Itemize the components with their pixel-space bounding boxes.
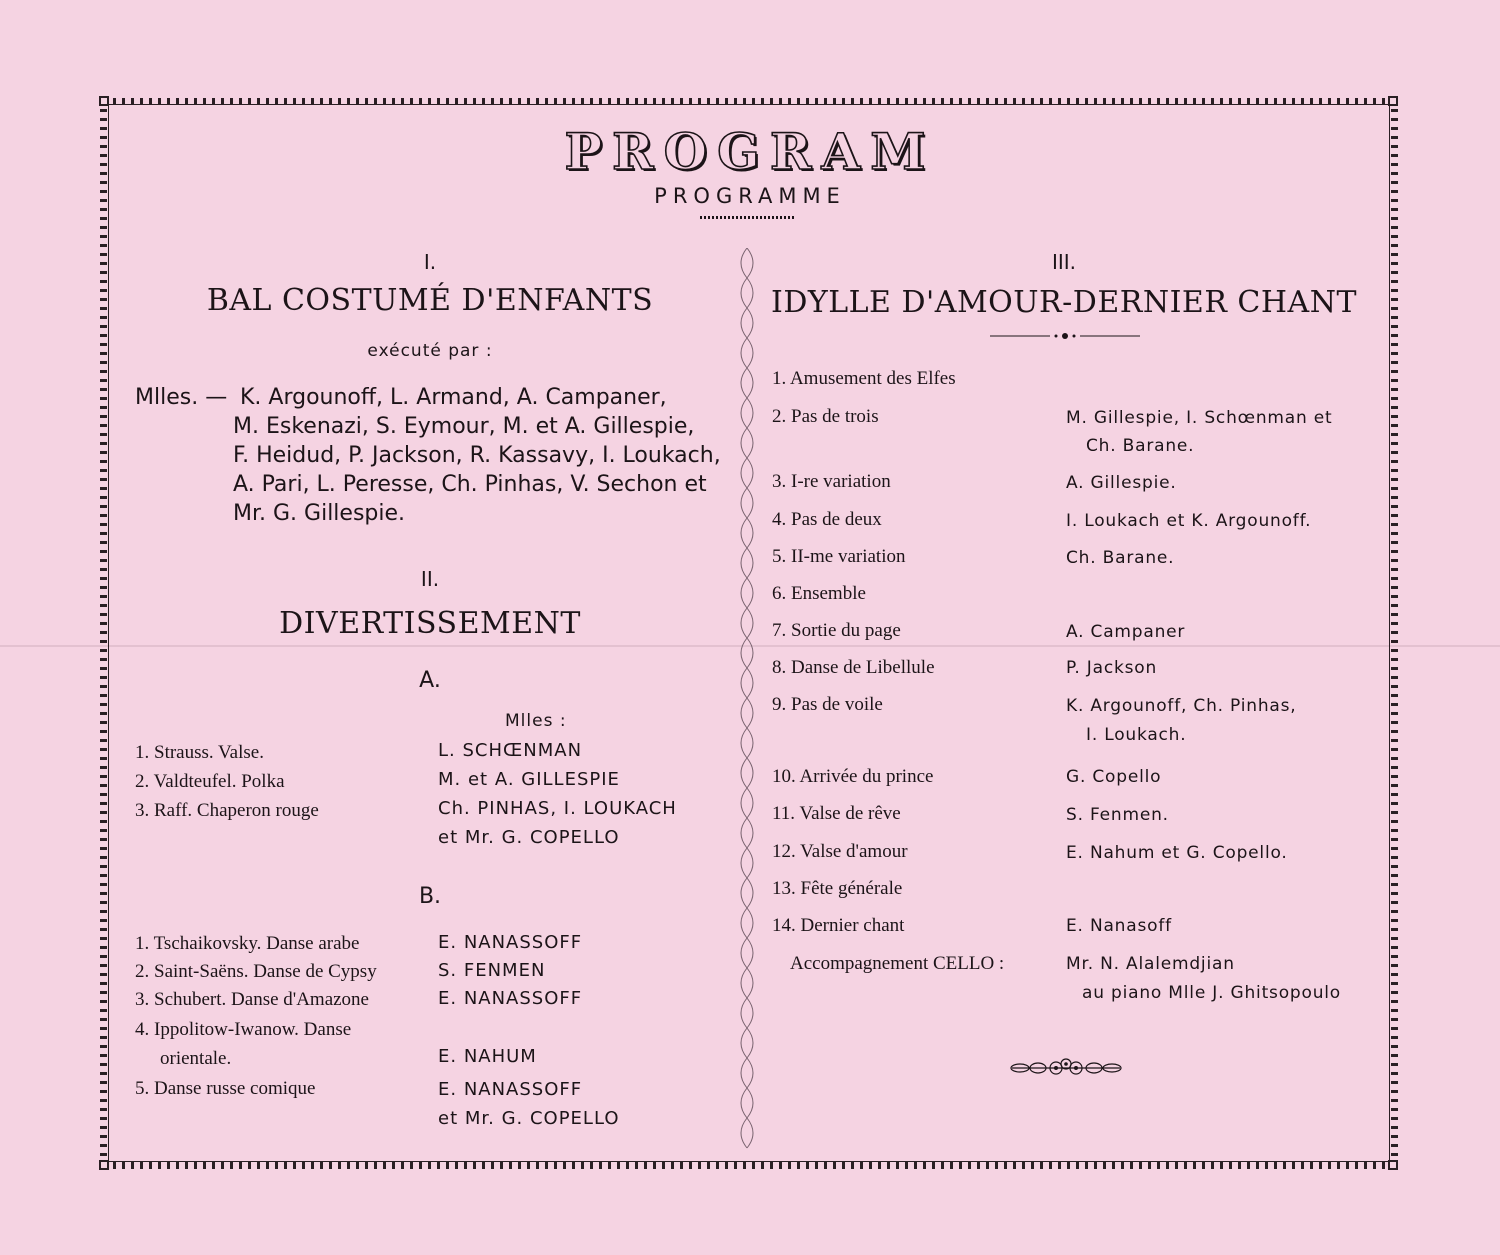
part3-piece: 4. Pas de deux	[772, 509, 882, 530]
part3-performer: G. Copello	[1066, 767, 1162, 787]
section-a-performer: M. et A. GILLESPIE	[438, 769, 620, 790]
part1-title: BAL COSTUMÉ D'ENFANTS	[206, 283, 654, 318]
part3-piece: 8. Danse de Libellule	[772, 657, 935, 678]
part3-piece: 5. II-me variation	[772, 546, 906, 567]
section-b-piece: orientale.	[160, 1048, 232, 1069]
floral-ornament-icon	[1010, 1055, 1122, 1081]
section-a-extra-performer: et Mr. G. COPELLO	[438, 827, 620, 848]
part3-number: III.	[1051, 250, 1077, 274]
part1-cast-line: A. Pari, L. Peresse, Ch. Pinhas, V. Sechon et	[233, 472, 707, 497]
section-a-piece: 1. Strauss. Valse.	[135, 742, 264, 763]
part3-performer: S. Fenmen.	[1066, 805, 1169, 825]
page-subtitle: PROGRAMME	[654, 184, 846, 208]
part3-piece: 12. Valse d'amour	[772, 841, 908, 862]
corner-ornament	[1388, 1160, 1398, 1170]
part3-piece: 10. Arrivée du prince	[772, 766, 934, 787]
corner-ornament	[99, 96, 109, 106]
section-a-label: A.	[419, 668, 441, 693]
part3-piece: 9. Pas de voile	[772, 694, 883, 715]
accompaniment-cello: Mr. N. Alalemdjian	[1066, 954, 1235, 974]
section-b-piece: 2. Saint-Saëns. Danse de Cypsy	[135, 961, 377, 982]
part1-prefix: Mlles. —	[135, 385, 228, 410]
part3-piece: 2. Pas de trois	[772, 406, 879, 427]
column-divider	[738, 248, 756, 1158]
part1-cast-line: K. Argounoff, L. Armand, A. Campaner,	[240, 385, 667, 410]
section-a-piece: 2. Valdteufel. Polka	[135, 771, 285, 792]
part3-title: IDYLLE D'AMOUR-DERNIER CHANT	[771, 285, 1357, 320]
corner-ornament	[99, 1160, 109, 1170]
section-b-performer: E. NANASSOFF	[438, 988, 583, 1009]
part3-performer-cont: Ch. Barane.	[1086, 436, 1195, 456]
part3-piece: 1. Amusement des Elfes	[772, 368, 956, 389]
part1-performed-by: exécuté par :	[367, 341, 493, 361]
part3-performer: E. Nanasoff	[1066, 916, 1172, 936]
title-underline	[700, 216, 796, 219]
section-b-piece: 3. Schubert. Danse d'Amazone	[135, 989, 369, 1010]
section-b-piece: 4. Ippolitow-Iwanow. Danse	[135, 1019, 352, 1040]
part1-cast-line: M. Eskenazi, S. Eymour, M. et A. Gillespie,	[233, 414, 695, 439]
section-b-performer: E. NANASSOFF	[438, 932, 583, 953]
part3-performer: P. Jackson	[1066, 658, 1158, 678]
section-b-extra-performer: et Mr. G. COPELLO	[438, 1108, 620, 1129]
border-right	[1391, 100, 1398, 1166]
part1-cast-line: Mr. G. Gillespie.	[233, 501, 406, 526]
section-a-piece: 3. Raff. Chaperon rouge	[135, 800, 319, 821]
section-a-performers-heading: Mlles :	[505, 711, 567, 731]
part3-piece: 11. Valse de rêve	[772, 803, 901, 824]
section-b-piece: 1. Tschaikovsky. Danse arabe	[135, 933, 360, 954]
section-a-performer: Ch. PINHAS, I. LOUKACH	[438, 798, 677, 819]
section-a-performer: L. SCHŒNMAN	[438, 740, 583, 761]
accompaniment-label: Accompagnement CELLO :	[790, 953, 1005, 974]
border-bottom	[104, 1162, 1394, 1169]
part3-performer: Ch. Barane.	[1066, 548, 1175, 568]
section-b-performer: E. NANASSOFF	[438, 1079, 583, 1100]
part3-piece: 14. Dernier chant	[772, 915, 905, 936]
part2-title: DIVERTISSEMENT	[279, 606, 581, 641]
part3-ornament	[990, 330, 1140, 342]
section-b-performer: S. FENMEN	[438, 960, 546, 981]
part2-number: II.	[420, 567, 440, 591]
part3-performer-cont: I. Loukach.	[1086, 725, 1187, 745]
part3-performer: E. Nahum et G. Copello.	[1066, 843, 1288, 863]
border-left	[100, 100, 107, 1166]
part3-performer: I. Loukach et K. Argounoff.	[1066, 511, 1312, 531]
accompaniment-piano: au piano Mlle J. Ghitsopoulo	[1082, 983, 1341, 1003]
section-b-label: B.	[418, 884, 442, 909]
page-title: PROGRAM	[564, 122, 936, 181]
part3-performer: M. Gillespie, I. Schœnman et	[1066, 408, 1333, 428]
part3-piece: 7. Sortie du page	[772, 620, 901, 641]
section-b-piece: 5. Danse russe comique	[135, 1078, 316, 1099]
part1-number: I.	[423, 250, 437, 274]
section-b-performer: E. NAHUM	[438, 1046, 537, 1067]
part3-performer: A. Gillespie.	[1066, 473, 1177, 493]
part3-piece: 13. Fête générale	[772, 878, 903, 899]
corner-ornament	[1388, 96, 1398, 106]
part3-performer: K. Argounoff, Ch. Pinhas,	[1066, 696, 1297, 716]
part1-cast-line: F. Heidud, P. Jackson, R. Kassavy, I. Loukach,	[233, 443, 721, 468]
part3-performer: A. Campaner	[1066, 622, 1186, 642]
part3-piece: 3. I-re variation	[772, 471, 891, 492]
part3-piece: 6. Ensemble	[772, 583, 866, 604]
